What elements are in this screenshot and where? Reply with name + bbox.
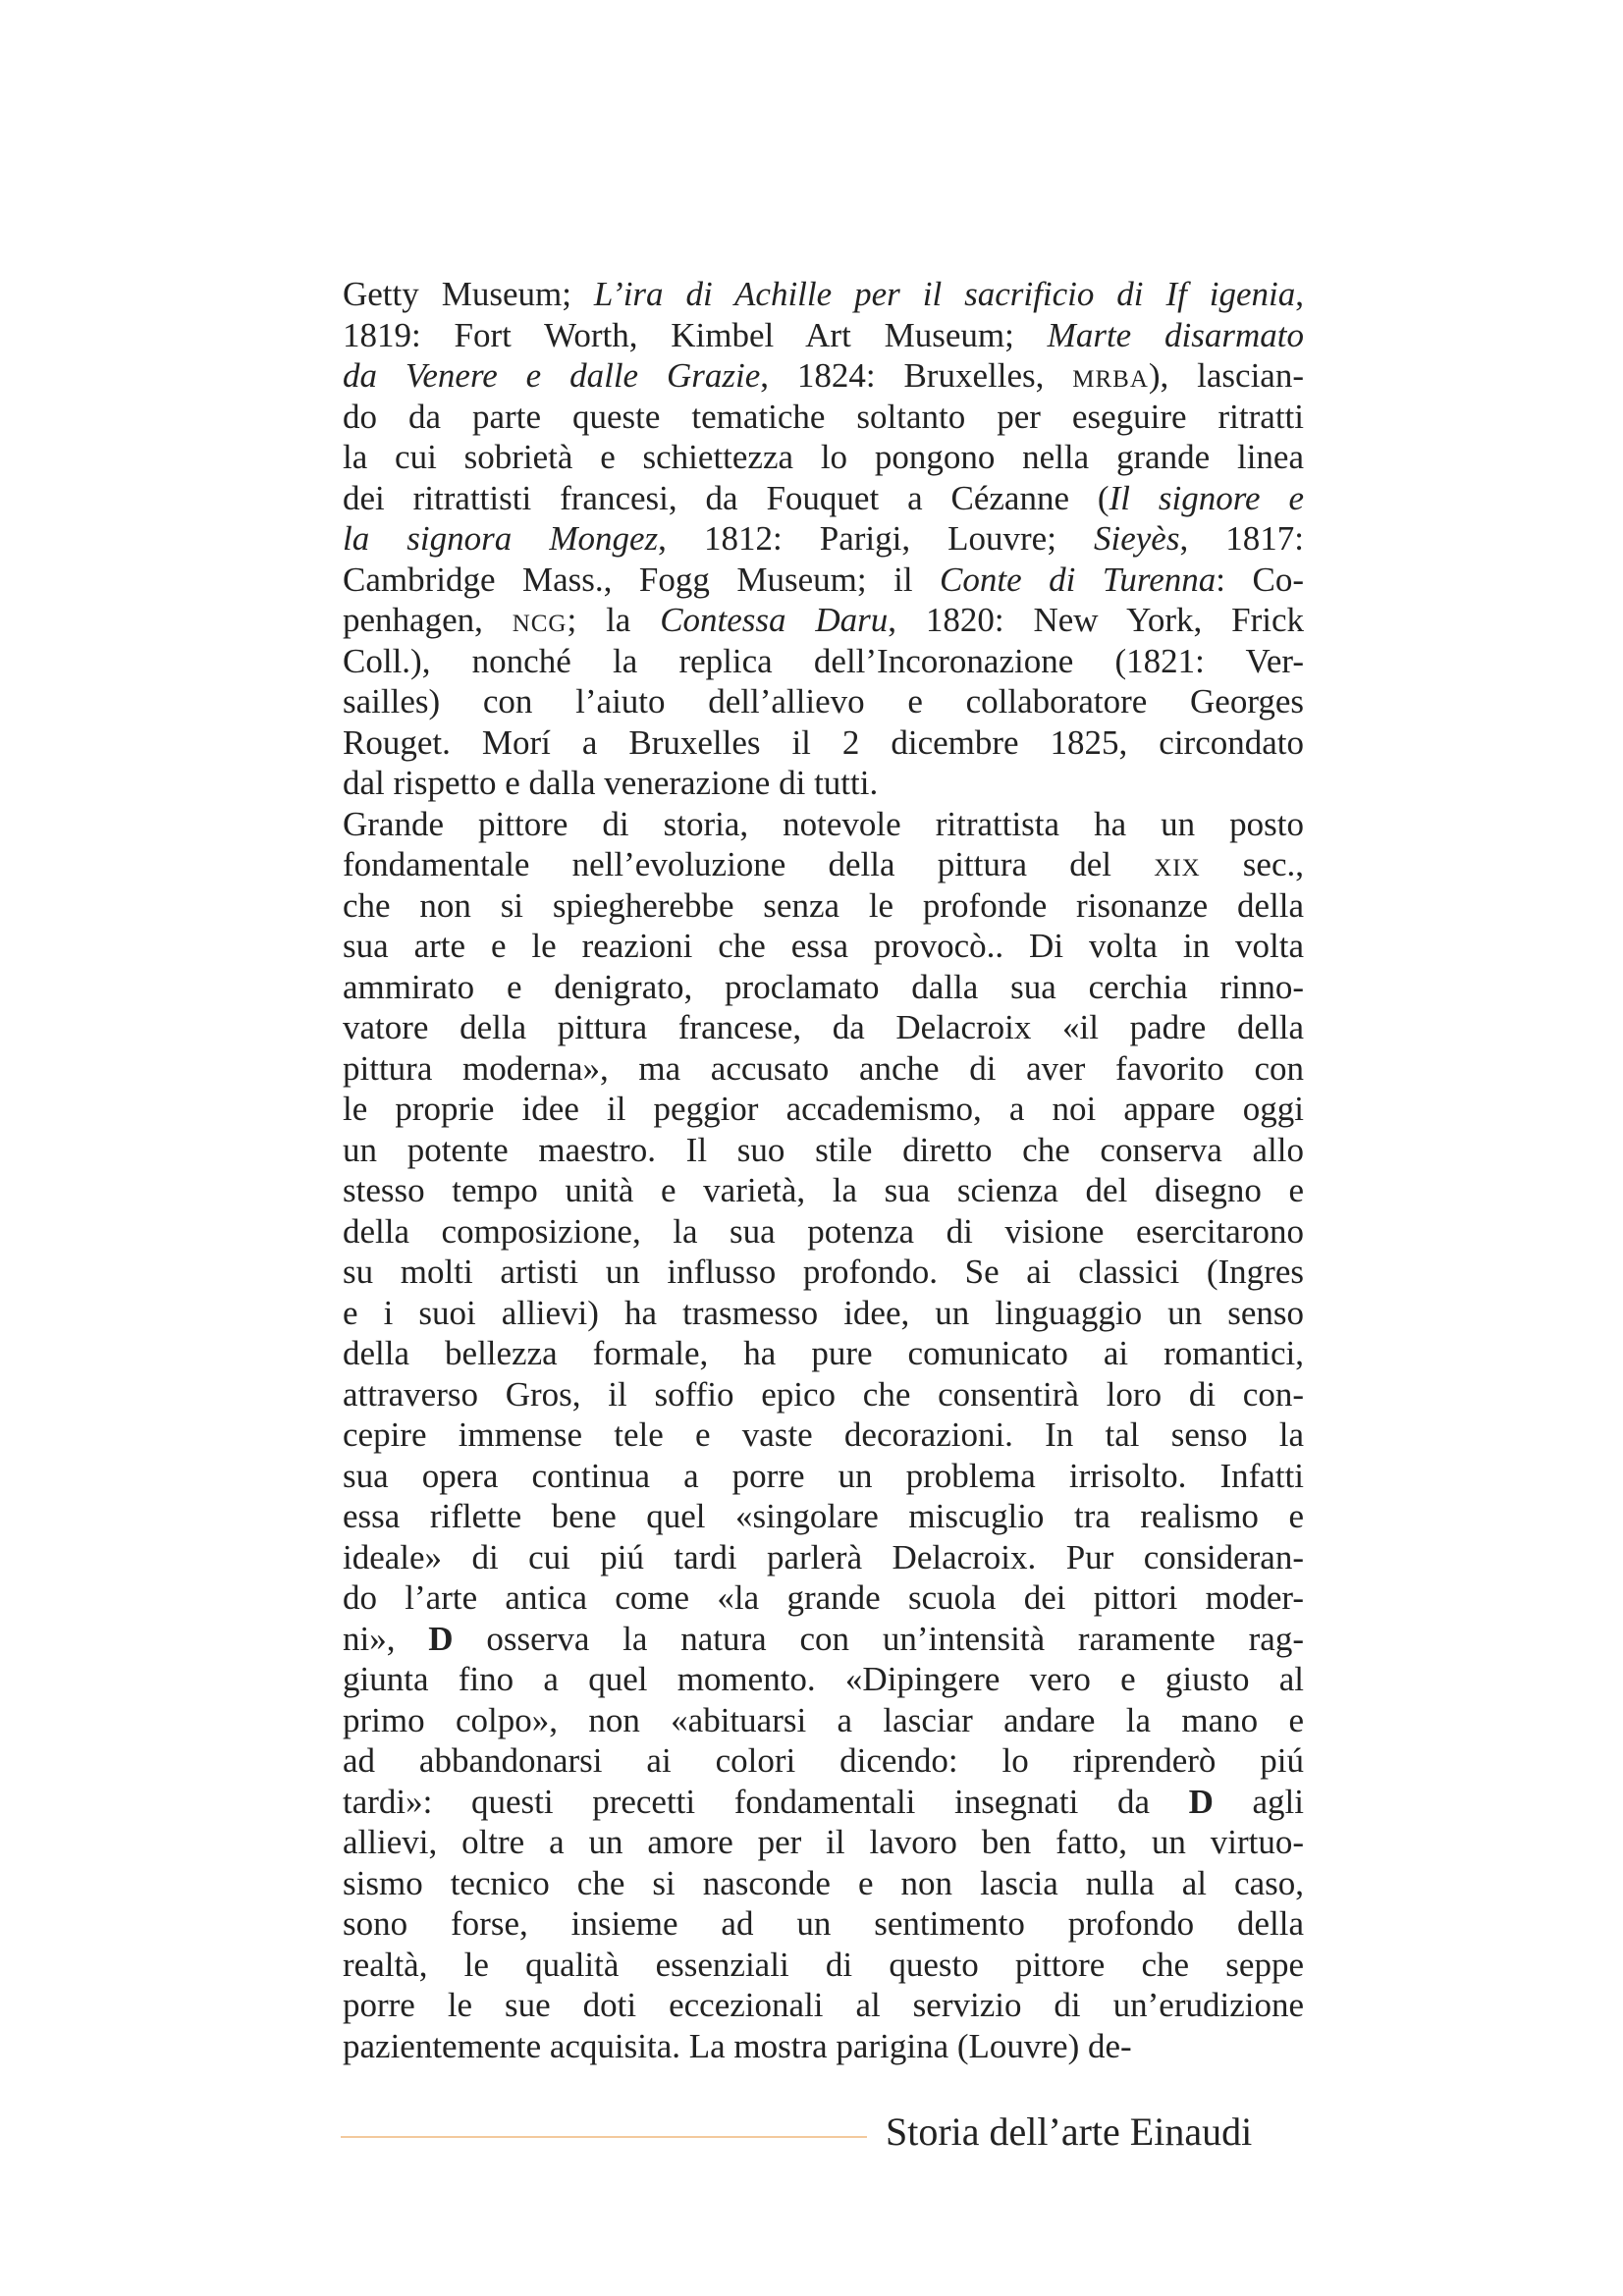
text-span: ncg [512, 601, 568, 639]
body-text [343, 274, 1304, 2066]
text-line [343, 1333, 1304, 1374]
text-span: , [1295, 275, 1305, 313]
text-line [343, 926, 1304, 967]
text-span: pazientemente acquisita. La mostra parigina (Louvre) de- [343, 2026, 1132, 2065]
text-span: porre le sue doti eccezionali al servizio di un’erudizione [343, 1986, 1304, 2024]
text-line [343, 804, 1304, 845]
text-span: sec., [1200, 845, 1304, 883]
text-line [343, 355, 1304, 397]
text-line [343, 1048, 1304, 1090]
text-span: primo colpo», non «abituarsi a lasciar andare la mano e [343, 1700, 1304, 1739]
text-span: sismo tecnico che si nasconde e non lascia nulla al caso, [343, 1863, 1304, 1902]
text-span: ; la [567, 601, 661, 639]
text-span: do da parte queste tematiche soltanto per eseguire ritratti [343, 397, 1304, 436]
text-line [343, 1945, 1304, 1986]
text-line [343, 722, 1304, 764]
text-span: sua arte e le reazioni che essa provocò.. Di volta in volta [343, 927, 1304, 965]
text-line [343, 1130, 1304, 1171]
text-line [343, 315, 1304, 356]
text-span: sono forse, insieme ad un sentimento profondo della [343, 1904, 1304, 1943]
text-span: ni», [343, 1619, 429, 1658]
footer-rule [341, 2136, 867, 2138]
italic-title: L’ira di Achille per il sacrificio di If igenia [593, 275, 1296, 313]
italic-title: Contessa Daru [660, 601, 889, 639]
text-line [343, 1211, 1304, 1253]
text-span: Coll.), nonché la replica dell’Incoronazione (1821: Ver- [343, 641, 1304, 680]
text-span: vatore della pittura francese, da Delacroix «il padre della [343, 1008, 1304, 1046]
text-line [343, 1863, 1304, 1904]
italic-title: la signora Mongez [343, 519, 659, 558]
text-line [343, 1577, 1304, 1619]
italic-title: Sieyès [1094, 519, 1180, 558]
text-span: , 1820: New York, Frick [888, 601, 1304, 639]
text-line [343, 1537, 1304, 1578]
text-span: della composizione, la sua potenza di visione esercitarono [343, 1211, 1304, 1251]
text-line [343, 641, 1304, 682]
text-line [343, 560, 1304, 601]
text-line [343, 1252, 1304, 1293]
italic-title: Il signore e [1109, 478, 1304, 517]
text-line [343, 478, 1304, 519]
text-line [343, 681, 1304, 722]
text-span: ), lascian- [1148, 356, 1304, 395]
text-line [343, 397, 1304, 438]
text-span: stesso tempo unità e varietà, la sua scienza del disegno e [343, 1171, 1304, 1209]
text-span: 1819: Fort Worth, Kimbel Art Museum; [343, 315, 1048, 354]
italic-title: da Venere e dalle Grazie [343, 356, 761, 395]
text-line [343, 1456, 1304, 1497]
text-span: dal rispetto e dalla venerazione di tutti. [343, 764, 879, 802]
bold-initial: D [1188, 1782, 1214, 1821]
text-span: mrba [1072, 356, 1149, 395]
text-line [343, 1007, 1304, 1048]
text-span: un potente maestro. Il suo stile diretto che conserva allo [343, 1130, 1304, 1169]
text-span: della bellezza formale, ha pure comunicato ai romantici, [343, 1334, 1304, 1372]
text-span: la cui sobrietà e schiettezza lo pongono nella grande linea [343, 438, 1304, 476]
text-span: realtà, le qualità essenziali di questo pittore che seppe [343, 1945, 1304, 1984]
text-span: sua opera continua a porre un problema irrisolto. Infatti [343, 1456, 1304, 1495]
text-span: attraverso Gros, il soffio epico che consentirà loro di con- [343, 1374, 1304, 1414]
text-line [343, 1700, 1304, 1741]
italic-title: Marte disarmato [1047, 315, 1304, 354]
text-line [343, 1985, 1304, 2026]
text-line [343, 1496, 1304, 1537]
text-span: giunta fino a quel momento. «Dipingere vero e giusto al [343, 1660, 1304, 1698]
text-line [343, 1415, 1304, 1456]
text-span: Grande pittore di storia, notevole ritrattista ha un posto [343, 804, 1304, 843]
text-span: , 1817: [1179, 519, 1304, 558]
text-span: su molti artisti un influsso profondo. Se ai classici (Ingres [343, 1253, 1304, 1291]
bold-initial: D [428, 1619, 454, 1658]
text-line [343, 2026, 1304, 2067]
text-span: fondamentale nell’evoluzione della pittura del [343, 845, 1155, 883]
text-span: le proprie idee il peggior accademismo, a noi appare oggi [343, 1090, 1304, 1128]
text-line [343, 274, 1304, 315]
footer-title: Storia dell’arte Einaudi [886, 2109, 1253, 2154]
italic-title: Conte di Turenna [940, 560, 1217, 599]
text-span: : Co- [1216, 560, 1304, 599]
text-span: tardi»: questi precetti fondamentali insegnati da [343, 1782, 1189, 1821]
text-span: Rouget. Morí a Bruxelles il 2 dicembre 1825, circondato [343, 722, 1304, 762]
text-span: cepire immense tele e vaste decorazioni. In tal senso la [343, 1415, 1304, 1454]
text-line [343, 1659, 1304, 1700]
text-span: osserva la natura con un’intensità raramente rag- [453, 1619, 1304, 1658]
text-span: agli [1213, 1782, 1305, 1821]
text-line [343, 518, 1304, 560]
text-span: e i suoi allievi) ha trasmesso idee, un linguaggio un senso [343, 1293, 1304, 1332]
text-line [343, 1293, 1304, 1334]
text-span: ad abbandonarsi ai colori dicendo: lo riprenderò piú [343, 1741, 1304, 1780]
text-span: Cambridge Mass., Fogg Museum; il [343, 560, 941, 599]
text-line [343, 885, 1304, 927]
text-span: do l’arte antica come «la grande scuola dei pittori moder- [343, 1578, 1304, 1617]
text-line [343, 1740, 1304, 1782]
text-span: , 1812: Parigi, Louvre; [658, 519, 1094, 558]
text-line [343, 763, 1304, 804]
text-span: , 1824: Bruxelles, [760, 356, 1073, 395]
text-span: xix [1154, 845, 1201, 883]
text-span: ideale» di cui piú tardi parlerà Delacroix. Pur consideran- [343, 1537, 1304, 1576]
text-line [343, 1170, 1304, 1211]
text-span: allievi, oltre a un amore per il lavoro ben fatto, un virtuo- [343, 1823, 1304, 1861]
text-span: dei ritrattisti francesi, da Fouquet a Cézanne ( [343, 478, 1109, 517]
text-line [343, 1903, 1304, 1945]
text-line [343, 1089, 1304, 1130]
text-span: pittura moderna», ma accusato anche di aver favorito con [343, 1048, 1304, 1088]
text-line [343, 1782, 1304, 1823]
text-span: penhagen, [343, 601, 513, 639]
text-line [343, 437, 1304, 478]
text-span: essa riflette bene quel «singolare miscuglio tra realismo e [343, 1497, 1304, 1535]
text-line [343, 1619, 1304, 1660]
text-line [343, 967, 1304, 1008]
text-span: Getty Museum; [343, 275, 594, 313]
text-line [343, 844, 1304, 885]
text-line [343, 1822, 1304, 1863]
text-line [343, 600, 1304, 641]
text-span: ammirato e denigrato, proclamato dalla sua cerchia rinno- [343, 967, 1304, 1006]
text-span: che non si spiegherebbe senza le profonde risonanze della [343, 885, 1304, 925]
text-span: sailles) con l’aiuto dell’allievo e collaboratore Georges [343, 682, 1304, 721]
text-line [343, 1374, 1304, 1415]
